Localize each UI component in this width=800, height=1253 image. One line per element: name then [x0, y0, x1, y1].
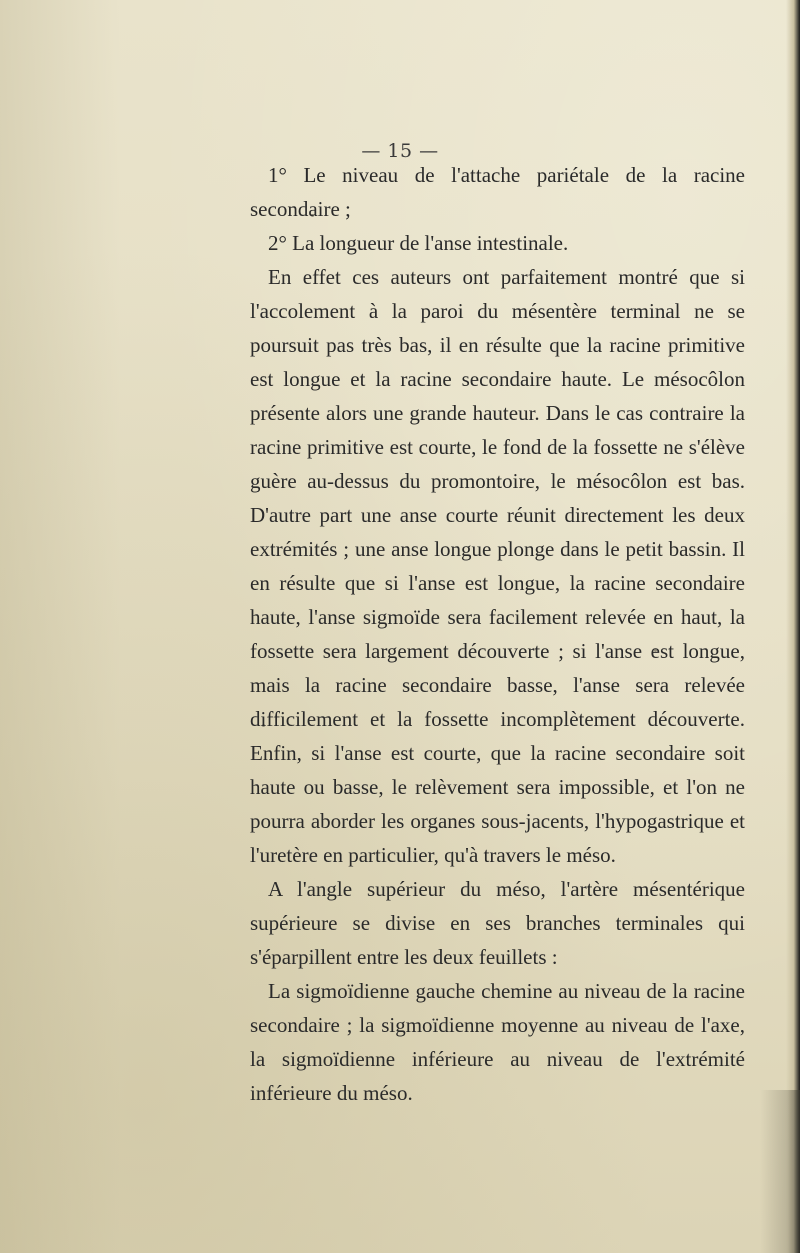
paragraph-main: En effet ces auteurs ont parfaitement montré que si l'accolement à la paroi du mésentère terminal ne se poursuit pas très bas, il en résulte que la racine primitive est longue et la racine secondaire haute. Le mésocôlon présente alors une grande hauteur. Dans le cas contraire la racine primitive est courte, le fond de la fossette ne s'élève guère au-dessus du promontoire, le mésocôlon est bas. D'autre part une anse courte réunit directement les deux extrémités ; une anse longue plonge dans le petit bassin. Il en résulte que si l'anse est longue, la racine secondaire haute, l'anse sigmoïde sera facilement relevée en haut, la fossette sera largement découverte ; si l'anse est longue, mais la racine secondaire basse, l'anse sera relevée difficilement et la fossette incomplètement découverte. Enfin, si l'anse est courte, que la racine secondaire soit haute ou basse, le relèvement sera impossible, et l'on ne pourra aborder les organes sous-jacents, l'hypogastrique et l'uretère en particulier, qu'à travers le méso.: [250, 265, 745, 867]
page-shading: [0, 0, 120, 1253]
paragraph-item-1: 1° Le niveau de l'attache pariétale de la racine secondaire ;: [250, 163, 745, 221]
page-corner-shadow: [760, 1090, 800, 1253]
page-number: — 15 —: [361, 140, 439, 162]
body-text: [250, 158, 745, 1110]
paragraph-artery: A l'angle supérieur du méso, l'artère mésentérique supérieure se divise en ses branches terminales qui s'éparpillent entre les deux feuillets :: [250, 877, 745, 969]
paragraph-item-2: 2° La longueur de l'anse intestinale.: [268, 231, 569, 255]
page-binding-edge: [786, 0, 800, 1253]
paragraph-sigmoid: La sigmoïdienne gauche chemine au niveau de la racine secondaire ; la sigmoïdienne moyenne au niveau de l'axe, la sigmoïdienne inférieure au niveau de l'extrémité inférieure du méso.: [250, 979, 745, 1105]
